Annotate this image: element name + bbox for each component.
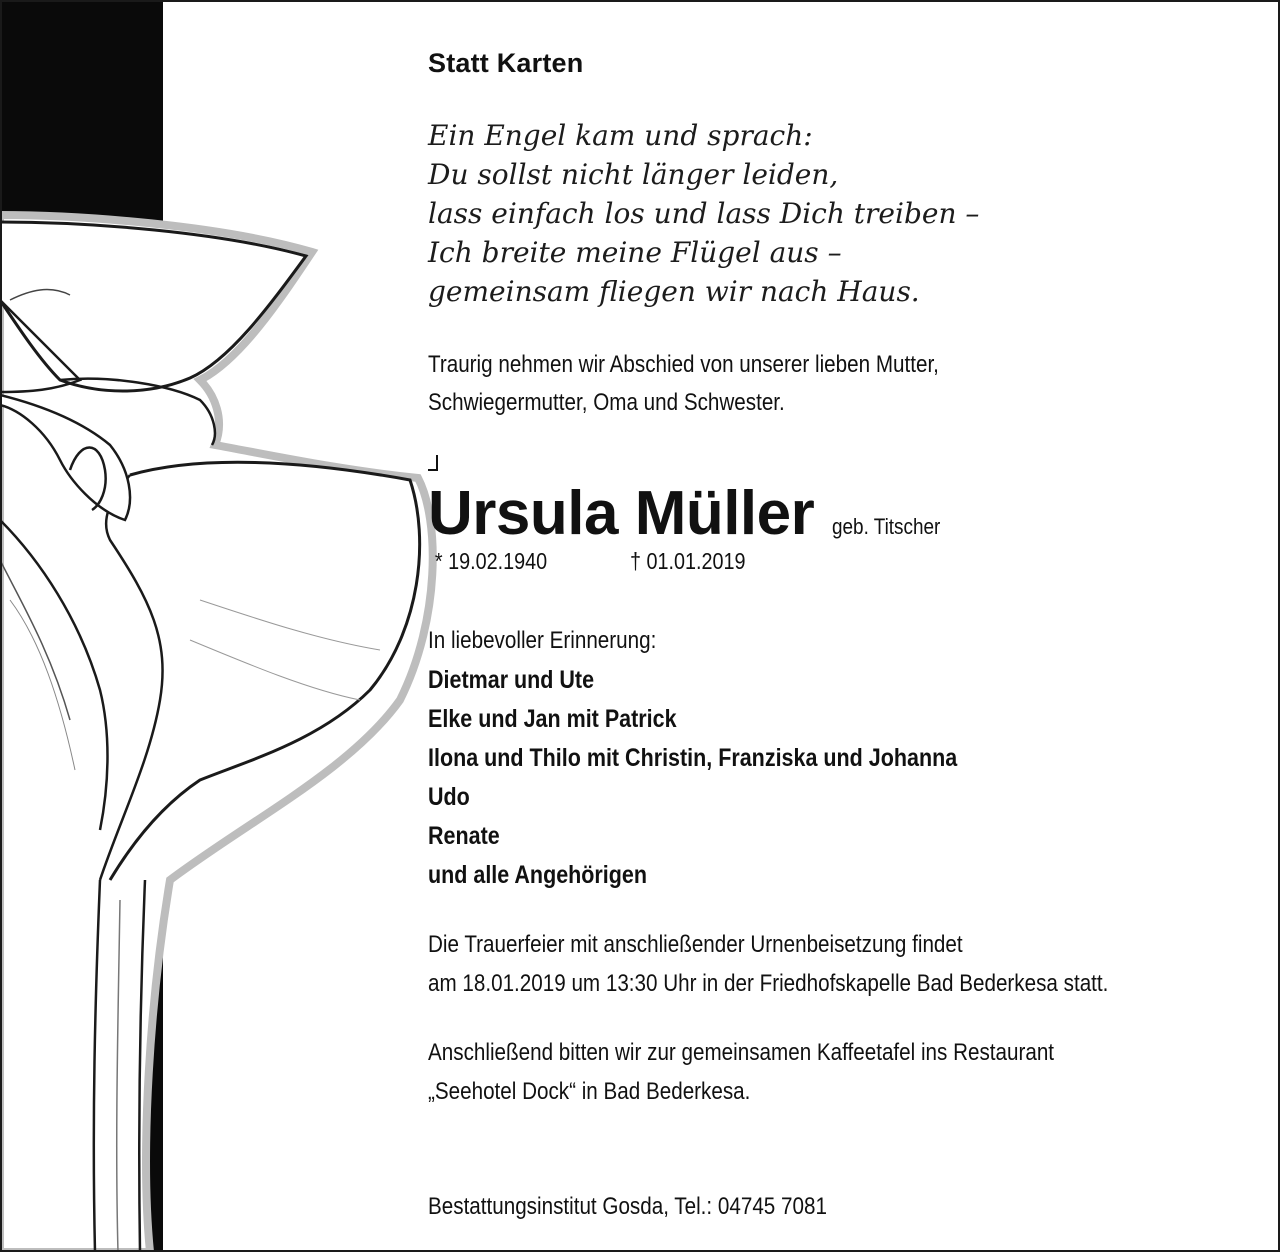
reception-line: Anschließend bitten wir zur gemeinsamen Kaffeetafel ins Restaurant <box>428 1039 1055 1066</box>
deceased-name: Ursula Müller <box>428 479 815 548</box>
corner-mark <box>428 455 438 471</box>
poem-line: Ich breite meine Flügel aus – <box>428 236 842 269</box>
remembrance-label: In liebevoller Erinnerung: <box>428 627 657 654</box>
birth-date: * 19.02.1940 <box>434 548 548 574</box>
birth-name: geb. Titscher <box>832 514 941 539</box>
ceremony-line: am 18.01.2019 um 13:30 Uhr in der Friedhofskapelle Bad Bederkesa statt. <box>428 970 1109 997</box>
poem-line: gemeinsam fliegen wir nach Haus. <box>428 275 920 308</box>
intro-line: Traurig nehmen wir Abschied von unserer lieben Mutter, <box>428 351 939 378</box>
mourner: Renate <box>428 822 500 850</box>
mourner: Elke und Jan mit Patrick <box>428 705 677 733</box>
intro-line: Schwiegermutter, Oma und Schwester. <box>428 389 785 416</box>
mourner: und alle Angehörigen <box>428 861 647 889</box>
poem-line: Du sollst nicht länger leiden, <box>428 158 839 191</box>
deceased-name-row <box>428 478 958 549</box>
reception-line: „Seehotel Dock“ in Bad Bederkesa. <box>428 1078 751 1105</box>
mourner: Udo <box>428 783 470 811</box>
poem-line: Ein Engel kam und sprach: <box>428 119 813 152</box>
mourner: Dietmar und Ute <box>428 666 595 694</box>
header-statt-karten: Statt Karten <box>428 48 584 78</box>
death-date: † 01.01.2019 <box>629 548 746 574</box>
poem-line: lass einfach los und lass Dich treiben – <box>428 197 980 230</box>
mourner: Ilona und Thilo mit Christin, Franziska und Johanna <box>428 744 958 772</box>
ceremony-line: Die Trauerfeier mit anschließender Urnenbeisetzung findet <box>428 931 963 958</box>
funeral-home: Bestattungsinstitut Gosda, Tel.: 04745 7081 <box>428 1193 827 1220</box>
life-dates <box>428 548 745 575</box>
